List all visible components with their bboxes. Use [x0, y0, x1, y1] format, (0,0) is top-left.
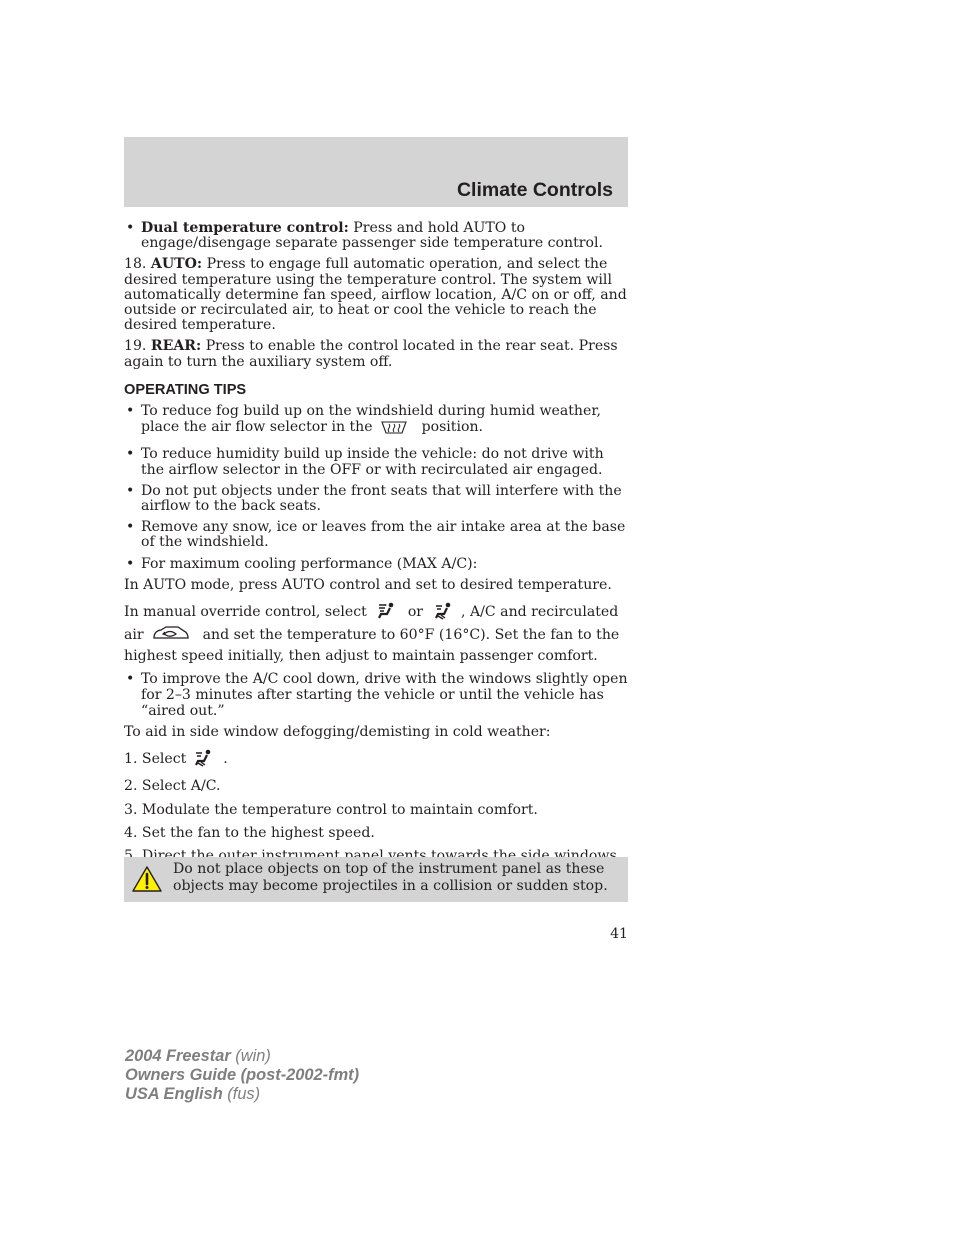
item-18-auto: 18. AUTO: Press to engage full automatic operation, and select the desired temperature using the temperature control. The system will automatically determine fan speed, airflow location, A/C on or off, and outside or recirculated air, to heat or cool the vehicle to reach the desired temperature. — [124, 256, 627, 334]
document-footer — [125, 1047, 359, 1104]
footer-line-1: 2004 Freestar (win) — [125, 1047, 271, 1065]
warning-text: Do not place objects on top of the instrument panel as these objects may become projectiles in a collision or sudden stop. — [173, 861, 608, 894]
tip-air-intake: • Remove any snow, ice or leaves from the air intake area at the base of the windshield. — [124, 520, 628, 550]
warning-box — [124, 857, 628, 902]
tip-humidity: • To reduce humidity build up inside the vehicle: do not drive with the airflow selector in the OFF or with recirculated air engaged. — [124, 447, 628, 477]
step-1: 1. Select . — [124, 749, 628, 771]
tip-front-seats: • Do not put objects under the front seats that will interfere with the airflow to the back seats. — [124, 484, 628, 514]
operating-tips-heading: OPERATING TIPS — [124, 381, 247, 398]
manual-override-text: In manual override control, select or , A/C and recirculated air and set the temperature to 60°F (16°C). Set the fan to the highest speed initially, then adjust to maintain passenger comfort. — [124, 604, 620, 665]
step-3: 3. Modulate the temperature control to maintain comfort. — [124, 801, 538, 818]
page-content — [124, 221, 628, 872]
tip-fog: • To reduce fog build up on the windshield during humid weather, place the air flow selector in the position. — [124, 404, 628, 439]
warning-triangle-icon — [131, 865, 163, 897]
step-4: 4. Set the fan to the highest speed. — [124, 824, 375, 841]
tip-max-ac: • For maximum cooling performance (MAX A/C): — [124, 557, 628, 572]
step-2: 2. Select A/C. — [124, 778, 221, 795]
item-19-rear: 19. REAR: Press to enable the control located in the rear seat. Press again to turn the auxiliary system off. — [124, 338, 618, 370]
page-header — [124, 137, 628, 207]
footer-line-2: Owners Guide (post-2002-fmt) — [125, 1066, 360, 1084]
tip-ac-cooldown: • To improve the A/C cool down, drive with the windows slightly open for 2–3 minutes after starting the vehicle or until the vehicle has “aired out.” — [124, 671, 628, 719]
page-number: 41 — [610, 926, 628, 942]
auto-mode-text: In AUTO mode, press AUTO control and set to desired temperature. — [124, 576, 612, 593]
bullet-dual-temperature: • Dual temperature control: Press and hold AUTO to engage/disengage separate passenger side temperature control. — [124, 221, 628, 251]
recirculation-icon — [150, 625, 190, 648]
panel-floor-icon — [434, 602, 454, 625]
defog-intro: To aid in side window defogging/demisting in cold weather: — [124, 724, 551, 741]
defrost-icon — [379, 419, 409, 439]
footer-line-3: USA English (fus) — [125, 1085, 261, 1103]
panel-floor-icon — [194, 749, 214, 771]
section-title: Climate Controls — [456, 179, 613, 201]
panel-vent-icon — [377, 602, 397, 625]
